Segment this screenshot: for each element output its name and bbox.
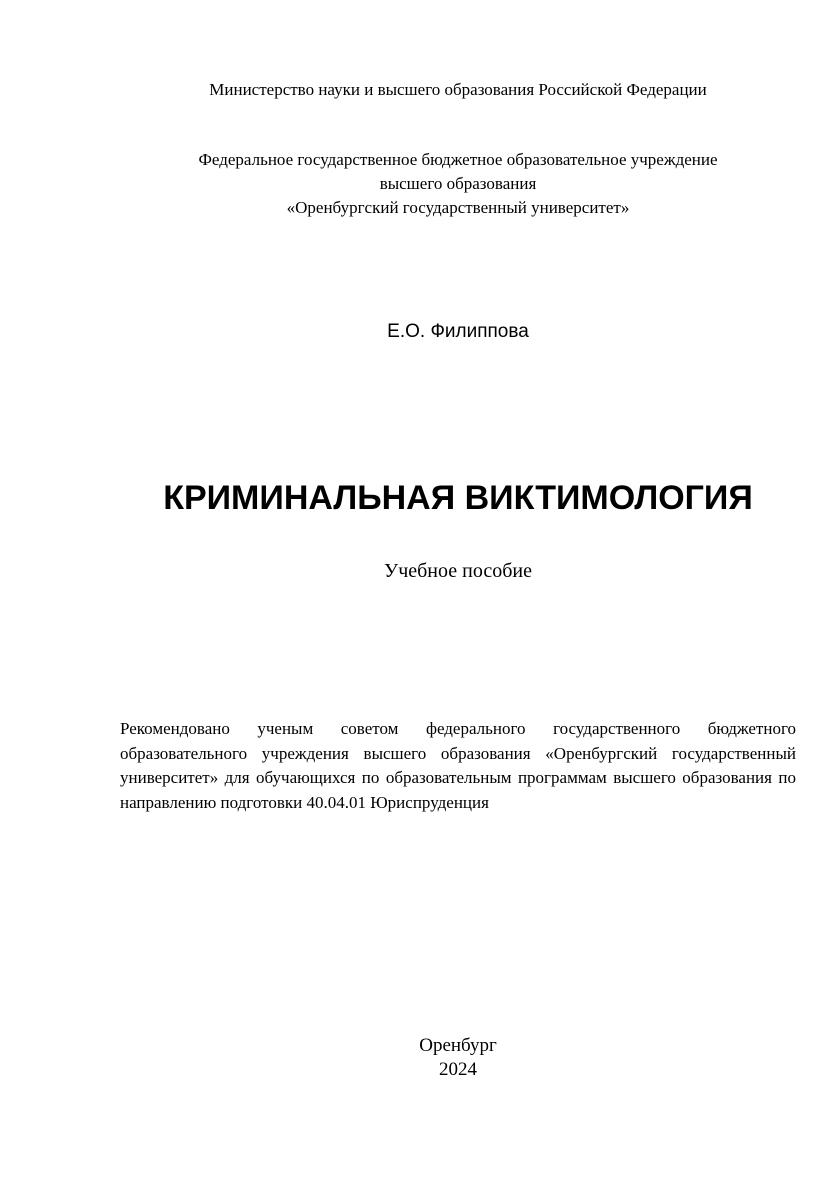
author-name: Е.О. Филиппова — [387, 321, 529, 342]
ministry-heading: Министерство науки и высшего образования Российской Федерации — [209, 80, 707, 99]
document-title: КРИМИНАЛЬНАЯ ВИКТИМОЛОГИЯ — [163, 479, 753, 517]
publication-year: 2024 — [439, 1059, 477, 1080]
document-subtitle: Учебное пособие — [384, 560, 532, 582]
recommendation-paragraph: Рекомендовано ученым советом федерального государственного бюджетного образовательного учреждения высшего образования «Оренбургский государственный университет» для обучающихся по образовательным программам высшего образования по направлению подготовки 40.04.01 Юриспруденция — [120, 719, 796, 812]
publication-city: Оренбург — [419, 1035, 497, 1056]
institution-line-type: Федеральное государственное бюджетное образовательное учреждение — [198, 150, 718, 169]
institution-block — [40, 148, 836, 220]
institution-line-name: «Оренбургский государственный университет» — [286, 198, 630, 217]
institution-line-level: высшего образования — [379, 174, 537, 193]
